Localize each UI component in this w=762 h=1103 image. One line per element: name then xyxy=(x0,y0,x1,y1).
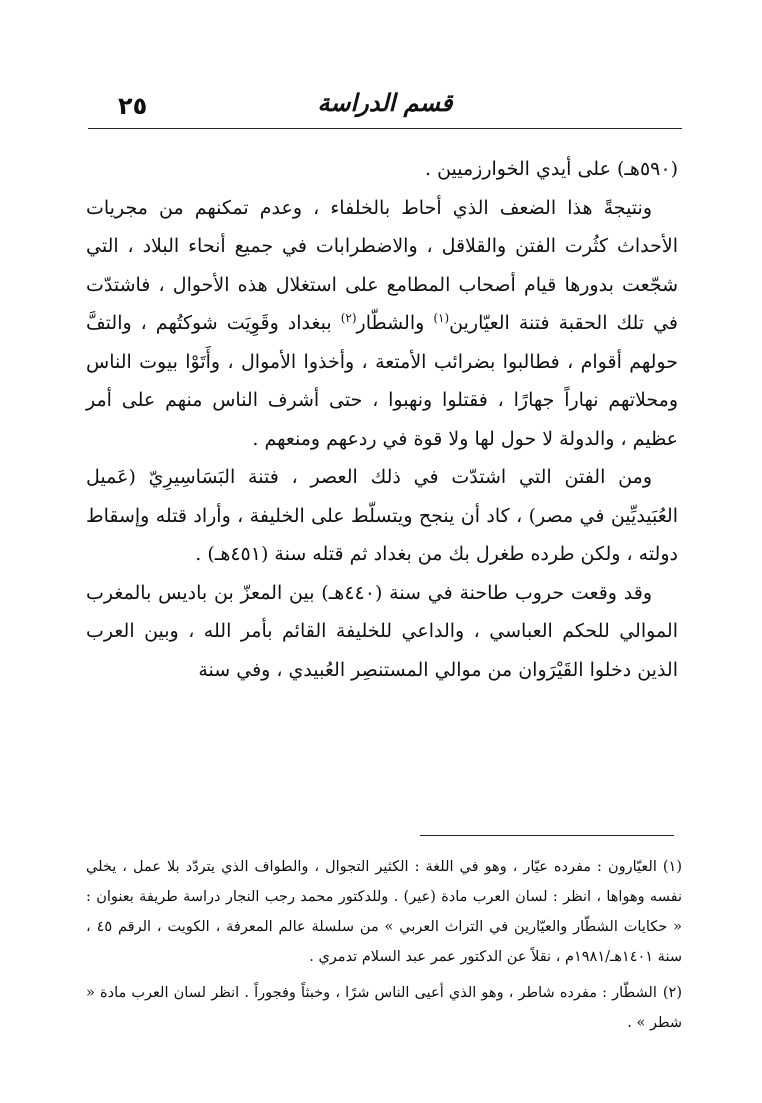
footnote-separator xyxy=(420,835,674,836)
footnotes xyxy=(86,852,682,1038)
paragraph: (٥٩٠هـ) على أيدي الخوارزميين . xyxy=(424,158,678,180)
footnote xyxy=(86,852,682,972)
main-text xyxy=(86,150,678,689)
paragraph-text: ونتيجةً هذا الضعف الذي أحاط بالخلفاء ، وعدم تمكنهم من مجريات الأحداث كثُرت الفتن والقلاقل ، والاضطرابات في جميع أنحاء البلاد ، التي شجّعت بدورها قيام أصحاب المطامع على استغلال هذه الأحوال ، فاشتدّت في تلك الحقبة فتنة العيّارين xyxy=(86,196,679,334)
running-header xyxy=(88,88,682,132)
footnote-marker: (٢) xyxy=(662,985,682,1001)
paragraph-text: ببغداد وقَوِيَت شوكتُهم ، والتفَّ حولهم أقوام ، فطالبوا بضرائب الأمتعة ، وأخذوا الأموال ، وأَتَوْا بيوت الناس ومحلاتهم نهاراً جهارًا ، فقتلوا ونهبوا ، حتى أشرف الناس منهم على أمر عظيم ، والدولة لا حول لها ولا قوة في ردعهم ومنعهم . xyxy=(86,312,678,450)
footnote-ref[interactable]: (٢) xyxy=(340,311,357,325)
section-title: قسم الدراسة xyxy=(317,88,453,117)
paragraph: وقد وقعت حروب طاحنة في سنة (٤٤٠هـ) بين المعزّ بن باديس بالمغرب الموالي للحكم العباسي ، والداعي للخليفة القائم بأمر الله ، وبين العرب الذين دخلوا القَيْرَوان من موالي المستنصِر العُبيدي ، وفي سنة xyxy=(86,581,678,681)
page-number: ٢٥ xyxy=(118,92,148,120)
paragraph-text: والشطّار xyxy=(356,312,425,334)
footnote-marker: (١) xyxy=(662,859,682,875)
footnote-text: العيّارون : مفرده عيّار ، وهو في اللغة : الكثير التجوال ، والطواف الذي يتردّد بلا عمل ، يخلي نفسه وهواها ، انظر : لسان العرب مادة (عير) . وللدكتور محمد رجب النجار دراسة طريفة بعنوان : « حكايات الشطّار والعيّارين في التراث العربي » من سلسلة عالم المعرفة ، الكويت ، الرقم ٤٥ ، سنة ١٤٠١هـ/١٩٨١م ، نقلاً عن الدكتور عمر عبد السلام تدمري . xyxy=(86,859,682,965)
footnote-ref[interactable]: (١) xyxy=(433,311,450,325)
header-rule xyxy=(88,128,682,129)
paragraph: ومن الفتن التي اشتدّت في ذلك العصر ، فتنة البَسَاسِيرِيّ (عَميل العُبَيديِّين في مصر) ، كاد أن ينجح ويتسلّط على الخليفة ، وأراد قتله وإسقاط دولته ، ولكن طرده طغرل بك من بغداد ثم قتله سنة (٤٥١هـ) . xyxy=(86,466,678,565)
footnote xyxy=(86,978,682,1038)
footnote-text: الشطّار : مفرده شاطر ، وهو الذي أعيى الناس شرًا ، وخبثاً وفجوراً . انظر لسان العرب مادة « شطر » . xyxy=(86,985,682,1031)
paragraph xyxy=(86,189,678,459)
